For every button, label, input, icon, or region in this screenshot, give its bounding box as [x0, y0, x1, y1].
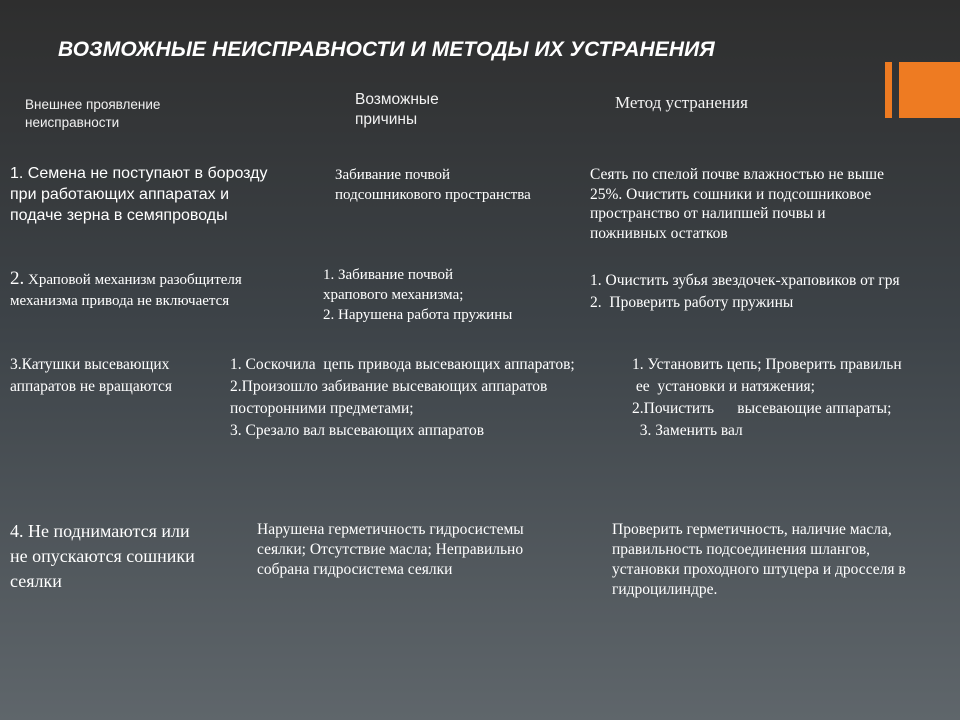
row-2-remedy: 1. Очистить зубья звездочек-храповиков от гря 2. Проверить работу пружины: [590, 272, 900, 311]
row-1-causes: Забивание почвой подсошникового пространства: [335, 167, 531, 203]
row-4-remedy: Проверить герметичность, наличие масла, правильность подсоединения шлангов, установки проходного штуцера и дросселя в гидроцилиндре.: [612, 521, 906, 598]
row-3-causes: 1. Соскочила цепь привода высевающих аппаратов; 2.Произошло забивание высевающих аппаратов посторонними предметами; 3. Срезало вал высевающих аппаратов: [230, 356, 575, 439]
accent-decoration: [885, 62, 960, 118]
accent-bar-thin: [885, 62, 892, 118]
row-4-causes: Нарушена герметичность гидросистемы сеялки; Отсутствие масла; Неправильно собрана гидросистема сеялки: [257, 521, 524, 578]
slide-title: ВОЗМОЖНЫЕ НЕИСПРАВНОСТИ И МЕТОДЫ ИХ УСТРАНЕНИЯ: [58, 38, 715, 61]
header-remedy: Метод устранения: [615, 93, 748, 112]
accent-bar-thick: [899, 62, 960, 118]
row-3-remedy: 1. Установить цепь; Проверить правильн ее установки и натяжения; 2.Почистить высевающие аппараты; 3. Заменить вал: [632, 356, 902, 439]
header-causes: Возможные причины: [355, 91, 439, 128]
header-symptom: Внешнее проявление неисправности: [25, 97, 161, 130]
row-2-symptom: [10, 268, 315, 312]
row-2-number: 2.: [10, 268, 25, 289]
row-3-symptom: 3.Катушки высевающих аппаратов не вращаются: [10, 356, 173, 395]
row-2-symptom-text: Храповой механизм разобщителя механизма привода не включается: [10, 272, 242, 309]
row-1-remedy: Сеять по спелой почве влажностью не выше 25%. Очистить сошники и подсошниковое пространство от налипшей почвы и пожнивных остатков: [590, 166, 884, 242]
row-1-symptom: 1. Семена не поступают в борозду при работающих аппаратах и подаче зерна в семяпроводы: [10, 165, 268, 224]
row-4-symptom: 4. Не поднимаются или не опускаются сошники сеялки: [10, 521, 195, 591]
row-2-causes: 1. Забивание почвой храпового механизма; 2. Нарушена работа пружины: [323, 267, 513, 323]
